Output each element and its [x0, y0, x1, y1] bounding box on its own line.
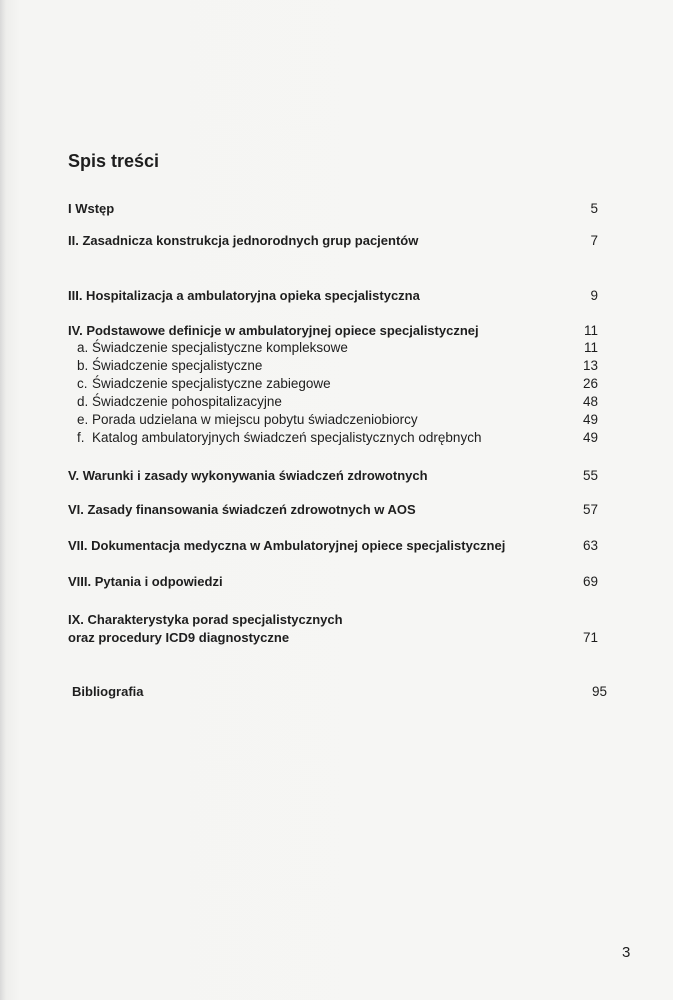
toc-label: VII. Dokumentacja medyczna w Ambulatoryjnej opiece specjalistycznej — [68, 538, 506, 553]
toc-subentry — [68, 411, 598, 429]
toc-entry — [68, 501, 598, 519]
toc-letter: f. — [77, 430, 85, 445]
page-number: 3 — [622, 944, 631, 961]
toc-letter: b. — [77, 358, 89, 373]
toc-entry — [68, 287, 598, 305]
toc-label: oraz procedury ICD9 diagnostyczne — [68, 630, 290, 645]
toc-page: 57 — [582, 502, 598, 517]
toc-label: I Wstęp — [68, 201, 115, 216]
toc-label: Świadczenie specjalistyczne — [92, 358, 263, 373]
toc-label: III. Hospitalizacja a ambulatoryjna opieka specjalistyczna — [68, 288, 420, 303]
toc-letter: e. — [77, 412, 89, 427]
toc-page: 71 — [582, 630, 598, 645]
toc-label: VI. Zasady finansowania świadczeń zdrowotnych w AOS — [68, 502, 416, 517]
toc-letter: d. — [77, 394, 89, 409]
toc-subentry — [68, 375, 598, 393]
toc-page: 7 — [590, 233, 598, 248]
toc-subentry — [68, 357, 598, 375]
toc-page: 13 — [582, 358, 598, 373]
toc-label: V. Warunki i zasady wykonywania świadczeń zdrowotnych — [68, 468, 428, 483]
toc-entry — [68, 200, 598, 218]
toc-page: 48 — [582, 394, 598, 409]
toc-page: 95 — [591, 684, 607, 699]
toc-label: Bibliografia — [72, 684, 144, 699]
toc-subentry — [68, 393, 598, 411]
toc-letter: c. — [77, 376, 88, 391]
toc-entry-continuation — [68, 629, 598, 647]
toc-page: 11 — [583, 340, 598, 355]
toc-entry — [68, 611, 598, 629]
toc-entry — [68, 322, 598, 340]
toc-label: Porada udzielana w miejscu pobytu świadczeniobiorcy — [92, 412, 418, 427]
toc-entry — [68, 537, 598, 555]
toc-label: VIII. Pytania i odpowiedzi — [68, 574, 223, 589]
toc-subentry — [68, 429, 598, 447]
toc-entry — [72, 683, 607, 701]
toc-label: Świadczenie specjalistyczne kompleksowe — [92, 340, 348, 355]
toc-entry — [68, 467, 598, 485]
toc-page: 5 — [590, 201, 598, 216]
toc-subentry — [68, 339, 598, 357]
toc-label: IX. Charakterystyka porad specjalistycznych — [68, 612, 343, 627]
toc-page: 55 — [582, 468, 598, 483]
toc-label: IV. Podstawowe definicje w ambulatoryjnej opiece specjalistycznej — [68, 323, 479, 338]
page-title: Spis treści — [68, 151, 160, 171]
toc-label: II. Zasadnicza konstrukcja jednorodnych grup pacjentów — [68, 233, 419, 248]
toc-entry — [68, 232, 598, 250]
toc-label: Świadczenie pohospitalizacyjne — [92, 394, 282, 409]
toc-label: Świadczenie specjalistyczne zabiegowe — [92, 376, 331, 391]
toc-label: Katalog ambulatoryjnych świadczeń specjalistycznych odrębnych — [92, 430, 482, 445]
toc-page: 69 — [582, 574, 598, 589]
toc-page: 49 — [582, 412, 598, 427]
toc-page: 63 — [582, 538, 598, 553]
toc-page: 49 — [582, 430, 598, 445]
toc-entry — [68, 573, 598, 591]
toc-page: 11 — [583, 323, 598, 338]
toc-page: 9 — [590, 288, 598, 303]
toc-letter: a. — [77, 340, 89, 355]
toc-page: 26 — [582, 376, 598, 391]
